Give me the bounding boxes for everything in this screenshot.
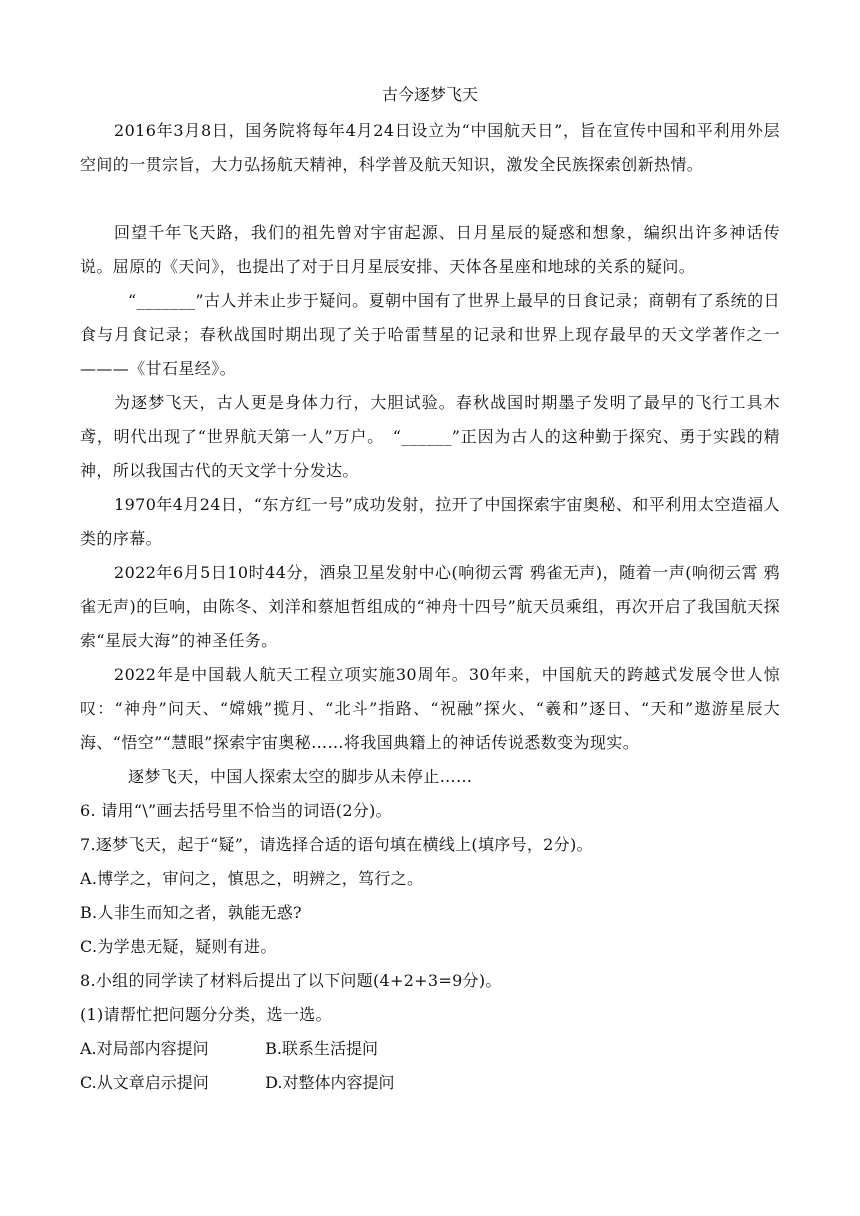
- paragraph-3: “_______”古人并未止步于疑问。夏朝中国有了世界上最早的日食记录；商朝有了系统的日食与月食记录；春秋战国时期出现了关于哈雷彗星的记录和世界上现存最早的天文学著作之一———《甘石星经》。: [80, 291, 780, 378]
- paragraph-1: 2016年3月8日，国务院将每年4月24日设立为“中国航天日”，旨在宣传中国和平利用外层空间的一贯宗旨，大力弘扬航天精神，科学普及航天知识，激发全民族探索创新热情。: [80, 121, 780, 174]
- question-7-option-b: B.人非生而知之者，孰能无惑?: [80, 903, 302, 922]
- paragraph-7: 2022年是中国载人航天工程立项实施30周年。30年来，中国航天的跨越式发展令世人惊叹：“神舟”问天、“嫦娥”揽月、“北斗”指路、“祝融”探火、“羲和”逐日、“天和”遨游星辰大海、“悟空”“慧眼”探索宇宙奥秘……将我国典籍上的神话传说悉数变为现实。: [80, 665, 780, 752]
- paragraph-2: 回望千年飞天路，我们的祖先曾对宇宙起源、日月星辰的疑惑和想象，编织出许多神话传说。屈原的《天问》，也提出了对于日月星辰安排、天体各星座和地球的关系的疑问。: [80, 223, 780, 276]
- question-8-sub-1: (1)请帮忙把问题分分类，选一选。: [80, 1005, 332, 1024]
- question-8-options-row-1: [80, 1032, 378, 1066]
- question-8-option-a: A.对局部内容提问: [80, 1039, 209, 1058]
- question-8-option-c: C.从文章启示提问: [80, 1073, 209, 1092]
- paragraph-8: 逐梦飞天，中国人探索太空的脚步从未停止……: [128, 767, 473, 786]
- question-8-option-d: D.对整体内容提问: [265, 1073, 395, 1092]
- paragraph-4: 为逐梦飞天，古人更是身体力行，大胆试验。春秋战国时期墨子发明了最早的飞行工具木鸢，明代出现了“世界航天第一人”万户。 “______”正因为古人的这种勤于探究、勇于实践的精神，所以我国古代的天文学十分发达。: [80, 393, 780, 480]
- paragraph-6: 2022年6月5日10时44分，酒泉卫星发射中心(响彻云霄 鸦雀无声)，随着一声(响彻云霄 鸦雀无声)的巨响，由陈冬、刘洋和蔡旭哲组成的“神舟十四号”航天员乘组，再次开启了我国航天探索“星辰大海”的神圣任务。: [80, 563, 780, 650]
- question-6: 6. 请用“\”画去括号里不恰当的词语(2分)。: [80, 801, 392, 820]
- paragraph-5: 1970年4月24日，“东方红一号”成功发射，拉开了中国探索宇宙奥秘、和平利用太空造福人类的序幕。: [80, 495, 780, 548]
- article-title: 古今逐梦飞天: [381, 85, 478, 104]
- question-7-option-c: C.为学患无疑，疑则有进。: [80, 937, 277, 956]
- question-7-option-a: A.博学之，审问之，慎思之，明辨之，笃行之。: [80, 869, 424, 888]
- question-7: 7.逐梦飞天，起于“疑”，请选择合适的语句填在横线上(填序号，2分)。: [80, 835, 593, 854]
- question-8-options-row-2: [80, 1066, 394, 1100]
- question-8: 8.小组的同学读了材料后提出了以下问题(4+2+3=9分)。: [80, 971, 502, 990]
- question-8-option-b: B.联系生活提问: [265, 1039, 378, 1058]
